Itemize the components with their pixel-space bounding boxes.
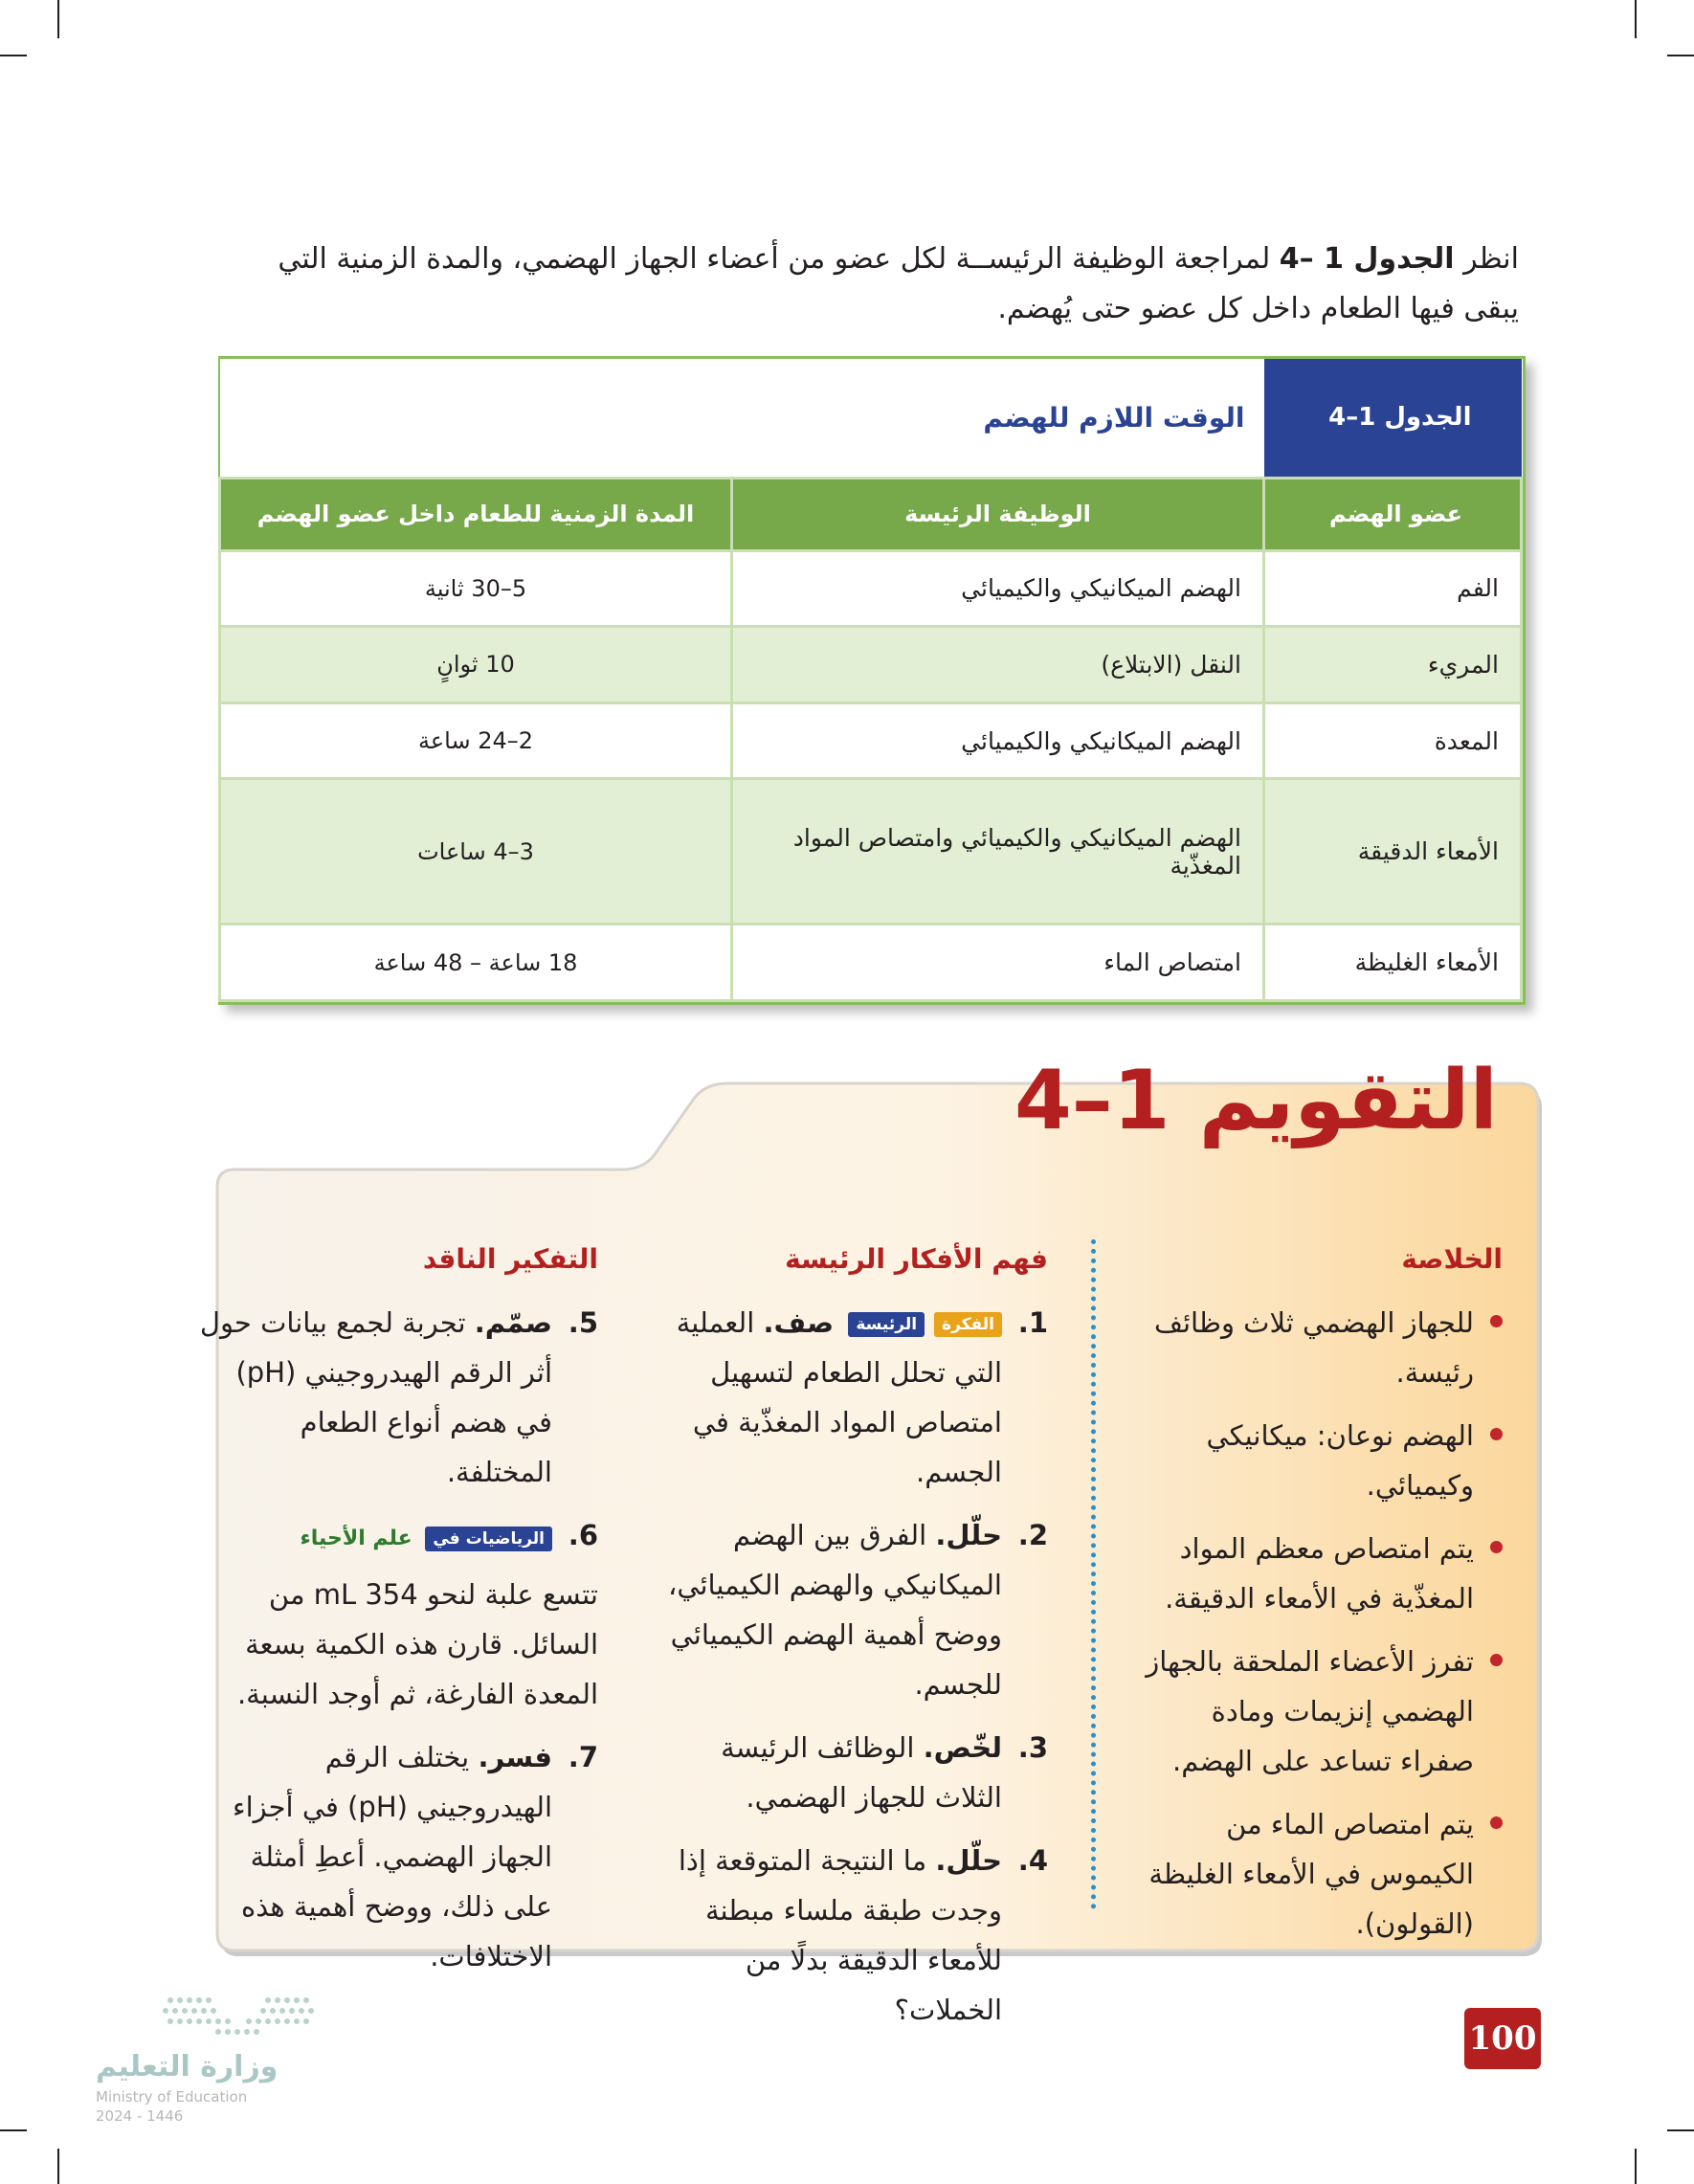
cell-time: 2–24 ساعة: [220, 702, 732, 779]
critical-heading: التفكير الناقد: [422, 1243, 598, 1275]
main-idea-badge: [842, 1312, 1002, 1337]
math-in-biology-badge: [301, 1527, 553, 1550]
question-number: 2.: [1017, 1519, 1048, 1551]
badge-math: الرياضيات في: [425, 1527, 552, 1551]
cell-function: الهضم الميكانيكي والكيميائي وامتصاص المواد المغذّية: [732, 779, 1264, 925]
question-number: 7.: [568, 1741, 598, 1773]
question-text: العملية التي تحلل الطعام لتسهيل امتصاص المواد المغذّية في الجسم.: [676, 1306, 1002, 1488]
table-row: [220, 779, 1522, 925]
crop-mark: [1667, 2129, 1694, 2131]
header-organ: عضو الهضم: [1264, 478, 1522, 550]
table-label: الجدول 1–4: [1264, 359, 1522, 478]
main-ideas-heading: فهم الأفكار الرئيسة: [785, 1243, 1048, 1275]
question-text: الفرق بين الهضم الميكانيكي والهضم الكيميائي، ووضح أهمية الهضم الكيميائي للجسم.: [667, 1519, 1002, 1701]
critical-thinking-column: [196, 1235, 598, 1995]
badge-biology: علم الأحياء: [300, 1527, 412, 1550]
question-verb: صف.: [763, 1306, 835, 1339]
summary-text: يتم امتصاص معظم المواد المغذّية في الأمعاء الدقيقة.: [1165, 1532, 1474, 1615]
question-verb: فسر.: [478, 1741, 552, 1773]
bullet-icon: [1490, 1816, 1503, 1829]
question-number: 3.: [1017, 1731, 1048, 1764]
ministry-name-arabic: وزارة التعليم: [96, 2050, 279, 2084]
column-divider: [1091, 1239, 1096, 1909]
cell-time: 3–4 ساعات: [220, 779, 732, 925]
crop-mark: [1667, 55, 1694, 56]
cell-function: امتصاص الماء: [732, 925, 1264, 1001]
table-row: [220, 702, 1522, 779]
cell-organ: الأمعاء الدقيقة: [1264, 779, 1522, 925]
summary-bullet: [1144, 1298, 1503, 1397]
main-ideas-column: [646, 1235, 1048, 2048]
crop-mark: [0, 2129, 27, 2131]
badge-idea: الفكرة: [934, 1312, 1002, 1337]
question-verb: لخّص.: [923, 1731, 1002, 1764]
question-2: [646, 1510, 1048, 1709]
intro-paragraph: [222, 234, 1519, 334]
question-6: [196, 1510, 598, 1719]
crop-mark: [0, 55, 27, 56]
question-verb: حلّل.: [935, 1844, 1002, 1877]
question-verb: صمّم.: [474, 1306, 552, 1339]
question-3: [646, 1723, 1048, 1822]
bullet-icon: [1490, 1541, 1503, 1553]
question-number: 4.: [1017, 1844, 1048, 1877]
intro-text-rest: لمراجعة الوظيفة الرئيســة لكل عضو من أعضاء الجهاز الهضمي، والمدة الزمنية التي يبقى فيها الطعام داخل كل عضو حتى يُهضم.: [278, 242, 1519, 325]
question-text: الوظائف الرئيسة الثلاث للجهاز الهضمي.: [721, 1731, 1002, 1814]
crop-mark: [57, 2149, 59, 2184]
question-number: 6.: [568, 1519, 598, 1551]
badge-main: الرئيسة: [848, 1312, 925, 1337]
question-number: 5.: [568, 1306, 598, 1339]
question-1: [646, 1298, 1048, 1497]
page-number: 100: [1464, 2008, 1541, 2069]
cell-time: 5–30 ثانية: [220, 550, 732, 627]
table-row: [220, 627, 1522, 703]
edition-year: 2024 - 1446: [96, 2107, 184, 2125]
question-5: [196, 1298, 598, 1497]
cell-time: 18 ساعة – 48 ساعة: [220, 925, 732, 1001]
question-4: [646, 1836, 1048, 2035]
summary-bullet: [1144, 1524, 1503, 1623]
summary-text: تفرز الأعضاء الملحقة بالجهاز الهضمي إنزيمات ومادة صفراء تساعد على الهضم.: [1146, 1645, 1474, 1777]
question-7: [196, 1732, 598, 1981]
review-title: التقويم 1–4: [1014, 1053, 1498, 1148]
crop-mark: [1635, 0, 1637, 38]
cell-organ: الفم: [1264, 550, 1522, 627]
summary-bullet: [1144, 1799, 1503, 1949]
question-text: تتسع علبة لنحو 354 mL من السائل. قارن هذه الكمية بسعة المعدة الفارغة، ثم أوجد النسبة.: [236, 1578, 598, 1710]
header-function: الوظيفة الرئيسة: [732, 478, 1264, 550]
question-text: ما النتيجة المتوقعة إذا وجدت طبقة ملساء مبطنة للأمعاء الدقيقة بدلًا من الخملات؟: [678, 1844, 1002, 2026]
section-review: [196, 1053, 1546, 2026]
crop-mark: [57, 0, 59, 38]
question-number: 1.: [1017, 1306, 1048, 1339]
cell-function: الهضم الميكانيكي والكيميائي: [732, 550, 1264, 627]
summary-text: الهضم نوعان: ميكانيكي وكيميائي.: [1206, 1419, 1474, 1502]
summary-text: للجهاز الهضمي ثلاث وظائف رئيسة.: [1153, 1306, 1474, 1389]
cell-function: النقل (الابتلاع): [732, 627, 1264, 703]
ministry-logo: [96, 1991, 325, 2125]
table-row: [220, 925, 1522, 1001]
cell-organ: المريء: [1264, 627, 1522, 703]
question-text: يختلف الرقم الهيدروجيني (pH) في أجزاء الجهاز الهضمي. أعطِ أمثلة على ذلك، ووضح أهمية هذه الاختلافات.: [232, 1741, 552, 1972]
summary-text: يتم امتصاص الماء من الكيموس في الأمعاء الغليظة (القولون).: [1148, 1808, 1474, 1940]
intro-text-start: انظر: [1463, 242, 1519, 276]
summary-column: [1144, 1235, 1503, 1962]
ministry-logo-icon: [96, 1991, 316, 2048]
table-title: الوقت اللازم للهضم: [220, 359, 1264, 478]
ministry-name-english: Ministry of Education: [96, 2088, 248, 2106]
crop-mark: [1635, 2149, 1637, 2184]
summary-bullet: [1144, 1637, 1503, 1786]
table-reference: الجدول 1 –4: [1279, 242, 1455, 276]
cell-organ: المعدة: [1264, 702, 1522, 779]
table-row: [220, 550, 1522, 627]
question-text: تجربة لجمع بيانات حول أثر الرقم الهيدروجيني (pH) في هضم أنواع الطعام المختلفة.: [199, 1306, 552, 1488]
question-verb: حلّل.: [935, 1519, 1002, 1551]
bullet-icon: [1490, 1315, 1503, 1327]
summary-heading: الخلاصة: [1401, 1243, 1503, 1275]
cell-organ: الأمعاء الغليظة: [1264, 925, 1522, 1001]
digestion-time-table: [218, 356, 1526, 1005]
summary-bullet: [1144, 1411, 1503, 1510]
bullet-icon: [1490, 1428, 1503, 1440]
header-time: المدة الزمنية للطعام داخل عضو الهضم: [220, 478, 732, 550]
cell-function: الهضم الميكانيكي والكيميائي: [732, 702, 1264, 779]
bullet-icon: [1490, 1654, 1503, 1666]
cell-time: 10 ثوانٍ: [220, 627, 732, 703]
